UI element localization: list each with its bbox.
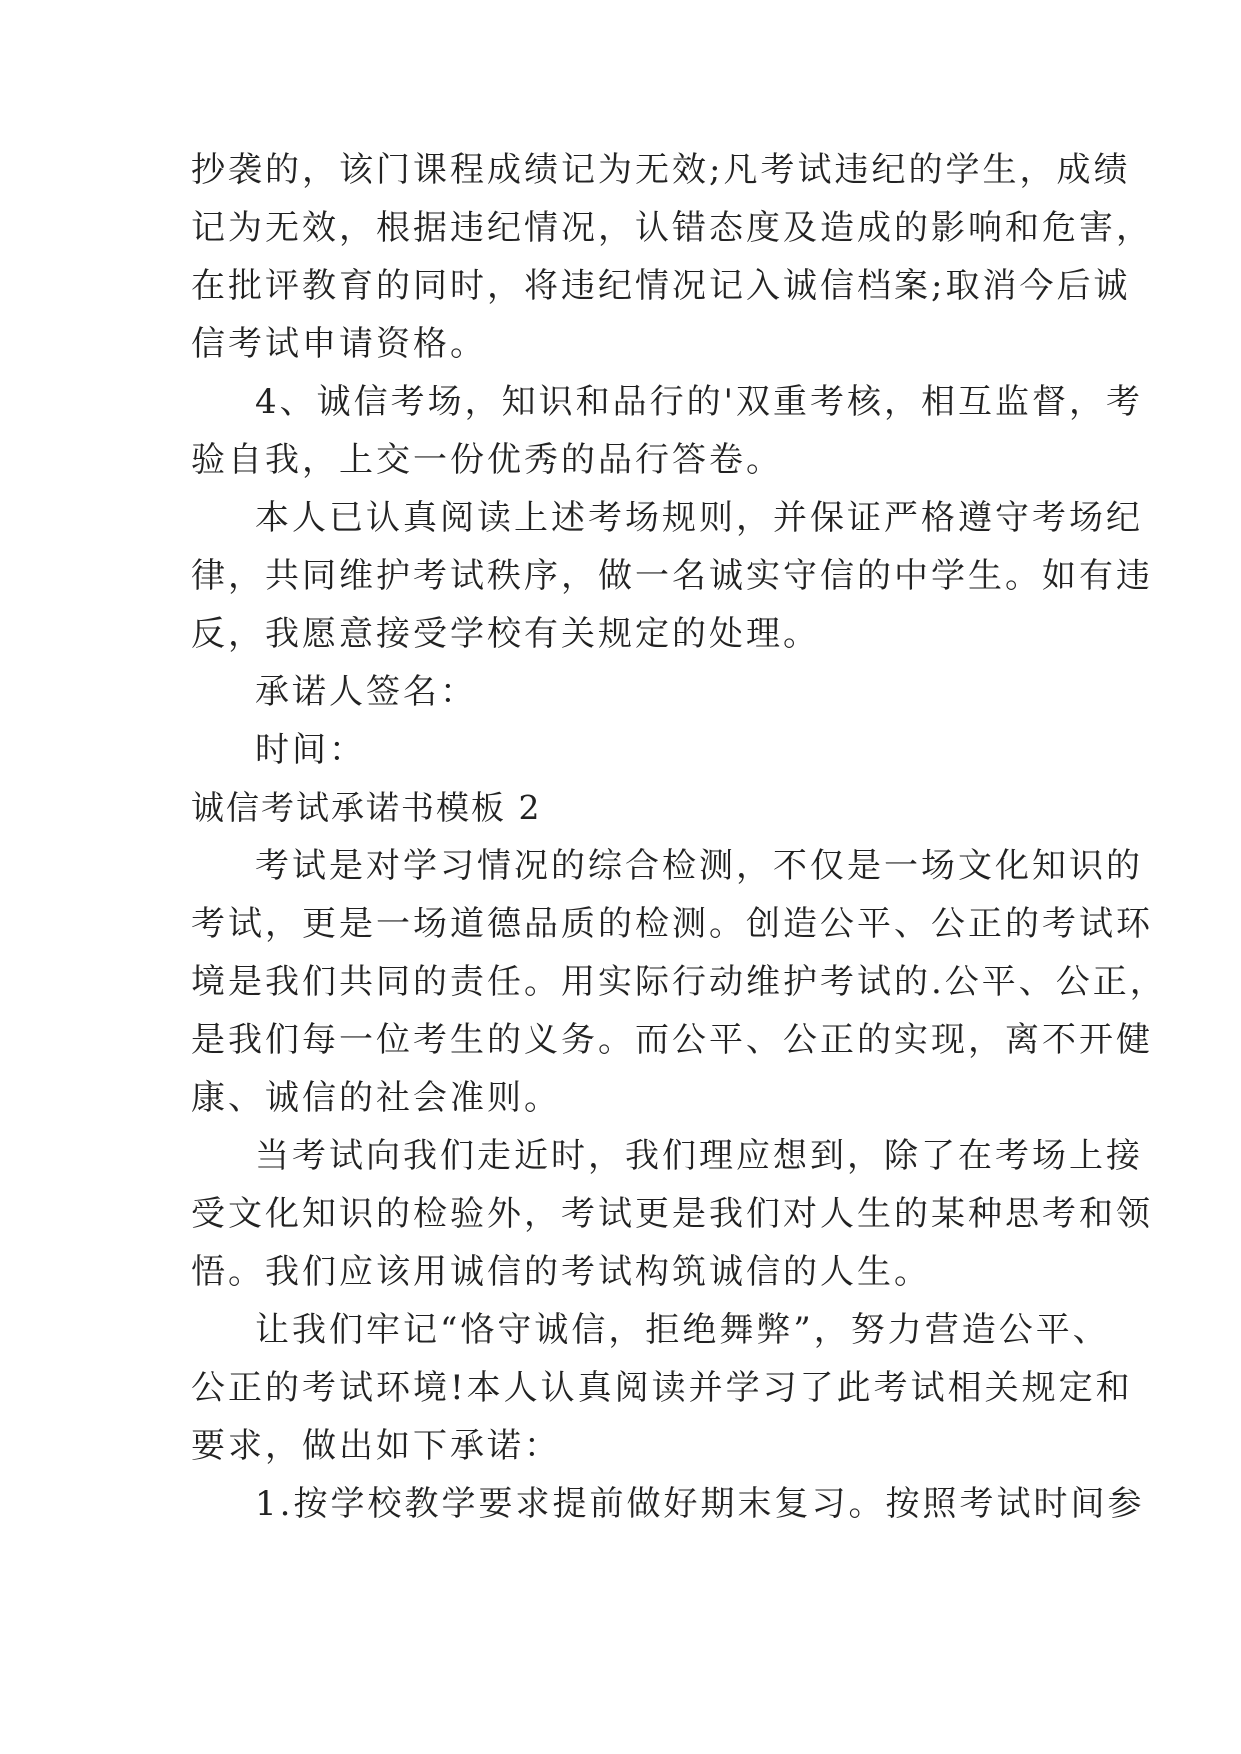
text-line: 当考试向我们走近时，我们理应想到，除了在考场上接	[255, 1136, 1143, 1176]
text-line: 1.按学校教学要求提前做好期末复习。按照考试时间参	[255, 1484, 1145, 1524]
text-line: 考试是对学习情况的综合检测，不仅是一场文化知识的	[255, 846, 1143, 886]
text-line: 受文化知识的检验外，考试更是我们对人生的某种思考和领	[191, 1194, 1153, 1234]
signature-label: 承诺人签名：	[255, 672, 477, 712]
text-line: 要求，做出如下承诺：	[191, 1426, 561, 1466]
text-line: 抄袭的，该门课程成绩记为无效;凡考试违纪的学生，成绩	[191, 150, 1131, 190]
text-line: 康、诚信的社会准则。	[191, 1078, 561, 1118]
text-line: 验自我，上交一份优秀的品行答卷。	[191, 440, 783, 480]
text-line: 考试，更是一场道德品质的检测。创造公平、公正的考试环	[191, 904, 1153, 944]
text-line: 公正的考试环境!本人认真阅读并学习了此考试相关规定和	[191, 1368, 1133, 1408]
text-line: 律，共同维护考试秩序，做一名诚实守信的中学生。如有违	[191, 556, 1153, 596]
text-line: 信考试申请资格。	[191, 324, 487, 364]
time-label: 时间：	[255, 730, 366, 770]
text-line: 境是我们共同的责任。用实际行动维护考试的.公平、公正，	[191, 962, 1167, 1002]
text-line: 记为无效，根据违纪情况，认错态度及造成的影响和危害，	[191, 208, 1153, 248]
text-line: 是我们每一位考生的义务。而公平、公正的实现，离不开健	[191, 1020, 1153, 1060]
text-line: 反，我愿意接受学校有关规定的处理。	[191, 614, 820, 654]
text-line: 悟。我们应该用诚信的考试构筑诚信的人生。	[191, 1252, 931, 1292]
text-line: 在批评教育的同时，将违纪情况记入诚信档案;取消今后诚	[191, 266, 1131, 306]
text-line: 让我们牢记“恪守诚信，拒绝舞弊”，努力营造公平、	[255, 1310, 1110, 1350]
text-line: 本人已认真阅读上述考场规则，并保证严格遵守考场纪	[255, 498, 1143, 538]
section-heading: 诚信考试承诺书模板 2	[191, 788, 542, 827]
text-line: 4、诚信考场，知识和品行的'双重考核，相互监督，考	[255, 382, 1143, 422]
